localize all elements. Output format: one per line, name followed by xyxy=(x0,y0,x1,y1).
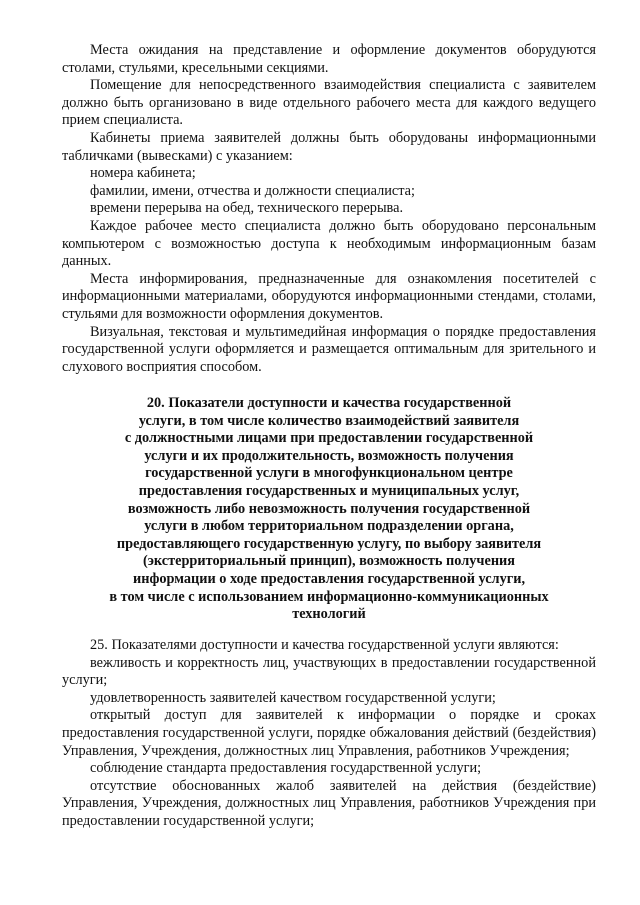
paragraph: Кабинеты приема заявителей должны быть оборудованы информационными табличками (вывесками) с указанием: xyxy=(62,129,596,164)
heading-line: информации о ходе предоставления государственной услуги, xyxy=(132,570,526,587)
heading-line: предоставляющего государственную услугу, по выбору заявителя xyxy=(116,535,542,552)
list-item: времени перерыва на обед, технического перерыва. xyxy=(90,200,404,217)
list-item: номера кабинета; xyxy=(90,165,196,182)
heading-line: услуги и их продолжительность, возможность получения xyxy=(144,447,514,464)
heading-line: с должностными лицами при предоставлении государственной xyxy=(124,430,534,447)
heading-line: услуги в любом территориальном подразделении органа, xyxy=(144,518,514,535)
heading-line: государственной услуги в многофункциональном центре xyxy=(145,465,513,482)
list-item: фамилии, имени, отчества и должности специалиста; xyxy=(90,182,415,199)
heading-line: услуги, в том числе количество взаимодействий заявителя xyxy=(138,412,520,429)
heading-line: 20. Показатели доступности и качества государственной xyxy=(146,395,512,411)
paragraph: Помещение для непосредственного взаимодействия специалиста с заявителем должно быть организовано в виде отдельного рабочего места для каждого ведущего прием специалиста. xyxy=(62,77,596,129)
section-heading xyxy=(62,395,596,624)
list-item: соблюдение стандарта предоставления государственной услуги; xyxy=(90,760,482,777)
paragraph: Каждое рабочее место специалиста должно быть оборудовано персональным компьютером с возможностью доступа к необходимым информационным базам данных. xyxy=(62,217,596,270)
heading-line: (экстерриториальный принцип), возможность получения xyxy=(142,553,516,570)
paragraph: 25. Показателями доступности и качества государственной услуги являются: xyxy=(90,637,559,653)
section-indicators xyxy=(62,637,596,831)
heading-line: в том числе с использованием информационно-коммуникационных xyxy=(109,588,549,605)
list-item: отсутствие обоснованных жалоб заявителей на действия (бездействие) Управления, Учреждения, должностных лиц Управления, работников Учреждения при предоставлении государственной услуги; xyxy=(62,777,596,829)
list-item: открытый доступ для заявителей к информации о порядке и сроках предоставления государственной услуги, порядке обжалования действий (бездействия) Управления, Учреждения, должностных лиц Управления, работников Учреждения; xyxy=(62,707,596,759)
heading-line: предоставления государственных и муниципальных услуг, xyxy=(138,482,520,499)
paragraph: Места информирования, предназначенные для ознакомления посетителей с информационными материалами, оборудуются информационными стендами, столами, стульями для возможности оформления документов. xyxy=(62,270,596,322)
section-premises xyxy=(62,42,596,376)
paragraph: Места ожидания на представление и оформление документов оборудуются столами, стульями, кресельными секциями. xyxy=(62,42,596,76)
heading-line: возможность либо невозможность получения государственной xyxy=(127,500,531,517)
heading-line: технологий xyxy=(292,606,366,623)
paragraph: Визуальная, текстовая и мультимедийная информация о порядке предоставления государственной услуги оформляется и размещается оптимальным для зрительного и слухового восприятия способом. xyxy=(62,323,596,375)
list-item: удовлетворенность заявителей качеством государственной услуги; xyxy=(90,689,496,706)
list-item: вежливость и корректность лиц, участвующих в предоставлении государственной услуги; xyxy=(62,654,596,689)
